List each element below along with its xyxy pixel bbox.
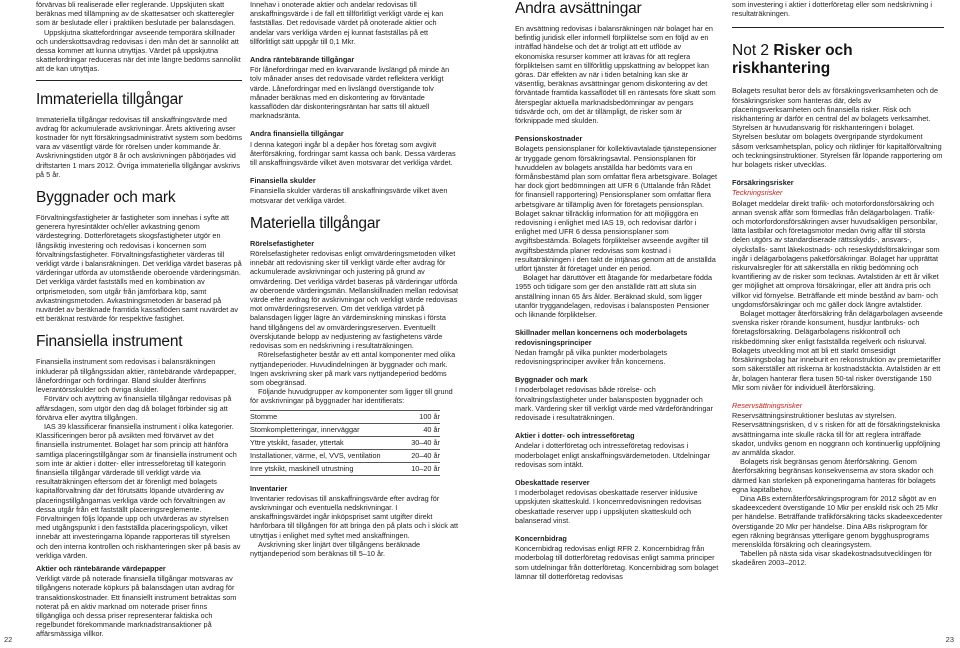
divider [36,80,242,81]
paragraph: Förvärv och avyttring av finansiella tillgångar redovisas på affärsdagen, som utgör den dag då bolaget förbinder sig att förvärva eller avyttra tillgången. [36,394,232,422]
paragraph: Andelar i dotterföretag och intresseföretag redovisas i moderbolaget enligt anskaffningsvärdemetoden. Utdelningar redovisas som intäkt. [515,441,710,469]
paragraph: förvärvas bli realiserade eller reglerande. Uppskjuten skatt beräknas med tillämpning av de skattesatser och skatteregler som är beslutade eller i praktiken beslutade per balansdagen. [36,0,236,28]
paragraph: som investering i aktier i dotterföretag eller som nedskrivning i resultaträkningen. [732,0,932,19]
subheading: Rörelsefastigheter [250,238,315,248]
paragraph: Avskrivning sker linjärt över tillgångens beräknade nyttjandeperiod som beräknas till 5–10 år. [250,539,421,558]
paragraph: Bolaget mottager återförsäkring från delägarbolagen avseende svenska risker rörande konsument, husdjur lantbruks- och företagsförsäkring. Delägarbolagens riskkontroll och riskbedömning sker enligt fastställda regelverk och riskurval. Bolagets utveckling mot att bli ett starkt ömsesidigt försäkringsbolag har inneburit en rekonstruktion av premietariffer som säkerställer att riskerna är kostnadstäckta. Avtalstiden är ett år, bolagen hanterar flera tusen 50-tal risker överstigande 150 Mkr som nivåer för individuell återförsäkring. [732,309,943,392]
text-column-1 [36,0,242,648]
paragraph: Bolaget har däruttöver ett åtagande för medarbetare födda 1955 och tidigare som ger den anställde rätt att sluta sin anställning innan 65 års ålder. Beräknad skuld, som ligger utanför tryggandelagen, redovisas i balansposten Pensioner och liknande förpliktelser. [515,273,713,320]
table-cell-label: Inre ytskikt, maskinell utrustning [250,462,406,475]
paragraph: I denna kategori ingår bl a depåer hos företag som avgivit återförsäkring, fordringar samt kassa och bank. Dessa värderas till anskaffningsvärde vilket även motsvarar det verkliga värdet. [250,139,456,168]
subheading: Koncernbidrag [515,533,567,543]
paragraph: Innehav i onoterade aktier och andelar redovisas till anskaffningsvärde i de fall ett tillförlitligt verkligt värde ej kan fastställas. Det redovisade värdet på onoterade aktier och andelar vars verkliga värden ej kunnat fastställas på ett tillförlitligt sätt uppgår till 0,1 Mkr. [250,0,444,46]
paragraph: Tabellen på nästa sida visar skadekostnadsutvecklingen för skadeåren 2003–2012. [732,549,932,568]
table-cell-label: Yttre ytskikt, fasader, yttertak [250,436,406,449]
paragraph: Nedan framgår på vilka punkter moderbolagets redovisningsprinciper avviker från koncernens. [515,347,668,366]
paragraph: Koncernbidrag redovisas enligt RFR 2. Koncernbidrag från moderbolag till dotterföretag redovisas enligt samma principer som utdelningar från dotterföretag. Koncernbidrag som bolaget lämnar till dotterföretag redovisas [515,544,719,581]
subheading-italic: Reservsättningsrisker [732,400,803,410]
subheading: Byggnader och mark [515,375,588,385]
paragraph: Inventarier redovisas till anskaffningsvärde efter avdrag för avskrivningar och eventuella nedskrivningar. I anskaffningsvärdet ingår inköpspriset samt utgifter direkt hänförbara till tillgången för att bringa den på plats och i skick att utnyttjas i enlighet med syftet med anskaffningen. [250,493,459,540]
subheading: Skillnader mellan koncernens och moderbolagets redovisningsprinciper [515,328,688,347]
table-row [250,423,440,436]
paragraph: Finansiella skulder värderas till anskaffningsvärde vilket även motsvarar det verkliga värdet. [250,186,448,205]
paragraph: En avsättning redovisas i balansräkningen när bolaget har en befintlig juridisk eller informell förpliktelse som en följd av en inträffad händelse och det är troligt att ett utflöde av ekonomiska resurser kommer att krävas för att reglera förpliktelsen samt en tillförlitlig uppskattning av beloppet kan göras. Där effekten av när i tiden betalning kan ske är väsentlig, beräknas avsättningar genom diskontering av det förväntade framtida kassaflödet till en räntesats före skatt som återspeglar aktuella marknadsbedömningar av pengars tidsvärde och, om det är tillämpligt, de risker som är förknippade med skulden. [515,24,716,126]
section-heading: Byggnader och mark [36,189,176,207]
page-number-right: 23 [945,635,954,644]
subheading: Inventarier [250,483,288,493]
note-heading: Risker och riskhantering [732,42,853,78]
subheading: Aktier och räntebärande värdepapper [36,563,166,573]
table-cell-label: Installationer, värme, el, VVS, ventilation [250,449,406,462]
table-cell-label: Stomkompletteringar, innerväggar [250,423,406,436]
note-number: Not 2 [732,42,770,60]
table-row [250,410,440,423]
section-heading: Finansiella instrument [36,333,183,351]
paragraph: Bolagets resultat beror dels av försäkringsverksamheten och de försäkringsrisker som hanteras där, dels av placeringsverksamheten och finansiella risker. Risk och riskhantering är därför en central del av bolagets verksamhet. Styrelsen är huvudansvarig för riskhanteringen i bolaget. Styrelsen beslutar om bolagets övergripande styrdokument såsom verksamhetsplan, policy och riktlinjer för kapitalförvaltning och teckningsinstruktioner. Styrelsen får löpande rapportering om hur bolagets risker utvecklas. [732,86,943,170]
table-cell-value: 10–20 år [406,462,440,475]
paragraph: Bolagets risk begränsas genom återförsäkring. Genom återförsäkring begränsas konsekvenserna av stora skador och därmed kan storleken på exponeringarna hanteras för bolagets egna kapitalbehov. [732,457,936,494]
table-cell-value: 40 år [406,423,440,436]
paragraph: För lånefordringar med en kvarvarande livslängd på minde än tolv månader anses det redovisade värdet reflektera verkligt värde. Lånefordringar med en livslängd överstigande tolv månader beräknas med en diskontering av förväntade kassaflöden där diskonteringsräntan har satts till aktuell marknadsränta. [250,65,450,121]
subheading: Pensionskostnader [515,134,583,144]
subheading: Andra räntebärande tillgångar [250,55,355,65]
section-heading: Immateriella tillgångar [36,90,184,108]
table-cell-value: 100 år [406,410,440,423]
page-number-left: 22 [4,635,13,644]
section-heading: Andra avsättningar [515,0,642,17]
paragraph: Följande huvudgrupper av komponenter som ligger till grund för avskrivningar på byggnader har identifierats: [250,387,453,406]
depreciation-table [250,410,440,476]
paragraph: Dina ABs externåterförsäkringsprogram för 2012 sågöt av en skadeexcedent överstigande 10 Mkr per enskild risk och 25 Mkr per händelse. Beträffande trafikförsäkring täcks skadeexcedenter överstigande 20 Mkr per händelse. Dina ABs riskprogram för egen räkning begränsas ytterligare genom bygghusprograms merenskilda försäkring och clearingsystem. [732,493,943,549]
paragraph: Bolaget meddelar direkt trafik- och motorfordonsförsäkring och annan svensk affär som förmedlas från delägarbolagen. Trafik- och motorfordonsförsäkringen avser huvudsakligen personbilar, lätta lastbilar och företagsmotor medan övrig affär till största delen utgörs av standardiserade rättsskydds-, ansvars-, olycksfalls- samt läkekostnads- och reseskyddsförsäkringar som ingår i delägarbolagens paketförsäkringar. Bolaget har upprättat riskurvalsregler för att säkerställa en riktig bedömning och kvantifiering av de risker som tecknas. Avtalstiden är ett år vilket ger möjlighet att omprova försäkringar, eller att ändra pris och villkor vid förnyelse. Beträffande ett minde bestånd av barn- och ungdomsförsäkringar och mc gäller dock längre avtalstider. [732,198,940,309]
table-row [250,436,440,449]
paragraph: Finansiella instrument som redovisas i balansräkningen inkluderar på tillgångssidan aktier, räntebärande värdepapper, lånefordringar och fordringar. Bland skulder återfinns leverantörsskulder och övriga skulder. [36,357,236,395]
text-column-2 [250,0,460,558]
paragraph: I moderbolaget redovisas både rörelse- och förvaltningsfastigheter under balansposten byggnader och mark. Värdering sker till verkligt värde med värdeförändringar redovisade i resultaträkningen. [515,385,713,422]
paragraph: Verkligt värde på noterade finansiella tillgångar motsvaras av tillgångens noterade köpkurs på balansdagen utan avdrag för transaktionskostnader. Ett finansiellt instrument betraktas som noterat på en aktiv marknad om noterade priser finns tillgängliga och dessa priser representerar faktiska och regelbundet förekommande marknadstransaktioner på affärsmässiga villkor. [36,574,237,639]
paragraph: IAS 39 klassificerar finansiella instrument i olika kategorier. Klassificeringen beror på avsikten med förvärvet av det finansiella instrumentet. Bolaget har som princip att hänföra samtliga placeringstillgångar som är finansiella instrument och som inte är aktier i dotter- eller intresseföretag till kategorin finansiella tillgångar värderade till verkligt värde via resultaträkningen eftersom det är förenligt med bolagets kapitalförvaltning där det förutsätts löpande utvärdering av placeringstillgångarnas verkliga värde och förvaltningen av dessa utgår från ett fastställt placeringsreglemente. Förvaltningen följs löpande upp och utvärderas av styrelsen med utgångspunkt i den fastställda placeringspolicyn, vilket innebär att investeringarna löpande rapporteras till styrelsen och den interna kontrollen och riskhanteringen sker på basis av verkliga värden. [36,421,241,560]
paragraph: Bolagets pensionsplaner för kollektivavtalade tjänstepensioner är tryggade genom försäkringsavtal. Pensionsplanen för huvuddelen av bolagets anställda har bedömts vara en förmånsbestämd plan som omfattar flera arbetsgivare. Bolaget har dock gjort bedömningen att UFR 6 (Uttalande från Rådet för finansiell rapportering) Pensionsplaner som omfattar flera arbetsgivare är tillämplig även för företagets pensionsplan. Bolaget saknar tillräcklig information för att möjliggöra en redovisning i enlighet med IAS 19, och redovisar därför i enlighet med UFR 6 dessa pensionsplaner som avgiftsbestämda. Bolagets förpliktelser avseende avgifter till avgiftsbestämda planer redovisas som kostnad i resultaträkningen i den takt de intjänas genom att de anställda utfört tjänster åt företaget under en period. [515,144,717,274]
divider [732,27,944,28]
paragraph: I moderbolaget redovisas obeskattade reserver inklusive uppskjuten skatteskuld. I koncernredovisningen redovisas obeskattade reserver upp i uppskjuten skatteskuld och balanserad vinst. [515,488,702,525]
subheading: Finansiella skulder [250,176,316,186]
paragraph: Rörelsefastigheter redovisas enligt omvärderingsmetoden vilket innebär att redovisning sker till verkligt värde efter avdrag för ackumulerade avskrivningar och justering på grund av omvärdering. Det verkliga värdet baseras på värderingar utförda av oberoende värderingsmän. Mellanskillnaden mellan redovisat värde efter avdrag för avskrivningar och verkligt värde redovisas mot omvärderingsreserven. Om det verkliga värdet på balansdagen ligger lägre än värdeminskning minskas i första hand tillgångens del av omvärderingsreserven. Eventuellt överskjutande belopp av nedjustering av fastighetens värde redovisas som en nedskrivning i resultaträkningen. [250,249,459,351]
subheading: Aktier i dotter- och intresseföretag [515,431,635,441]
note-title [732,42,944,78]
table-row [250,462,440,475]
paragraph: Rörelsefastigheter består av ett antal komponenter med olika nyttjandeperioder. Huvudindelningen är byggnader och mark. Ingen avskrivning sker på mark vars nyttjandeperiod bedöms som obegränsad. [250,350,456,387]
subheading-italic: Teckningsrisker [732,188,783,198]
subheading: Försäkringsrisker [732,178,794,188]
paragraph: Förvaltningsfastigheter är fastigheter som innehas i syfte att generera hyresintäkter och/eller avkastning genom värdestegring. Dotterföretagets skogsfastigheter utgör en långsiktig investering och redovisas i koncernen som förvaltningsfastigheter. Förvaltningsfastigheter värderas till verkligt värde i balansräkningen. Det verkliga värdet baseras på värderingar utförda av utomstående oberoende värderingsmän. Det verkliga värdet fastställs med en kombination av ortprismetoden, som utgår från jämförbara köp, samt avkastningsmetoden. Avkastningsmetoden är baserad på nuvärdet av beräknade framtida kassaflöden samt nuvärdet av ett beräknat restvärde för respektive fastighet. [36,213,242,324]
paragraph: Reservsättningsinstruktioner beslutas av styrelsen. Reservsättningsrisken, d v s risken för att de försäkringstekniska avsättningarna inte skulle räcka till för att reglera inträffade skador, undviks genom en noggrann och kontinuerlig uppföljning av anmälda skador. [732,411,941,457]
table-row [250,449,440,462]
paragraph: Immateriella tillgångar redovisas till anskaffningsvärde med avdrag för ackumulerade avskrivningar. Årets aktivering avser kostnader för nytt försäkringsadministrativt system som bedöms vara av väsentligt värde för rörelsen under kommande år. Avskrivningstiden utgör 8 år och avskrivningen påbörjades vid driftstarten 1 mars 2012. Övriga immateriella tillgångar avskrivs på 5 år. [36,114,242,179]
subheading: Andra finansiella tillgångar [250,129,344,139]
text-column-4 [732,0,944,568]
subheading: Obeskattade reserver [515,477,590,487]
table-cell-value: 30–40 år [406,436,440,449]
text-column-3 [515,0,720,590]
table-cell-label: Stomme [250,410,406,423]
table-cell-value: 20–40 år [406,449,440,462]
section-heading: Materiella tillgångar [250,214,381,232]
paragraph: Uppskjutna skattefordringar avseende temporära skillnader och underskottsavdrag redovisas i den mån det är sannolikt att dessa kommer att kunna utnyttjas. Värdet på uppskjutna skattefordringar reduceras när det inte längre bedöms sannolikt att de kan utnyttjas. [36,27,241,74]
